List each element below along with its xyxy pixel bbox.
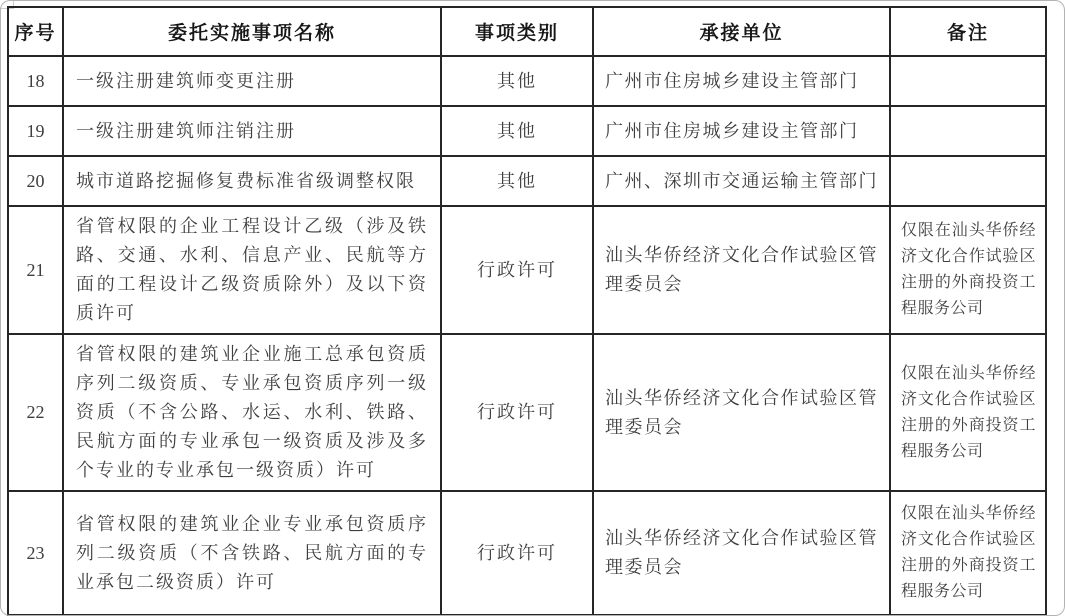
table-row: [8, 334, 1046, 491]
cell-remarks: [890, 156, 1046, 206]
cell-item-category: 其他: [441, 156, 593, 206]
cell-item-category: 行政许可: [441, 491, 593, 615]
cell-item-category: 其他: [441, 106, 593, 156]
column-header-item-name: 委托实施事项名称: [63, 7, 441, 56]
cell-item-name: 城市道路挖掘修复费标准省级调整权限: [63, 156, 441, 206]
cell-item-name: 一级注册建筑师注销注册: [63, 106, 441, 156]
table-row: [8, 206, 1046, 334]
cell-item-name: 省管权限的建筑业企业专业承包资质序列二级资质（不含铁路、民航方面的专业承包二级资质）许可: [63, 491, 441, 615]
column-header-undertaking-unit: 承接单位: [593, 7, 890, 56]
table-row: [8, 491, 1046, 615]
cell-serial-no: 21: [8, 206, 63, 334]
cell-serial-no: 20: [8, 156, 63, 206]
column-header-item-category: 事项类别: [441, 7, 593, 56]
column-header-serial-no: 序号: [8, 7, 63, 56]
cell-undertaking-unit: 汕头华侨经济文化合作试验区管理委员会: [593, 334, 890, 491]
cell-remarks: [890, 106, 1046, 156]
cell-serial-no: 18: [8, 56, 63, 106]
column-header-remarks: 备注: [890, 7, 1046, 56]
cell-serial-no: 23: [8, 491, 63, 615]
cell-undertaking-unit: 汕头华侨经济文化合作试验区管理委员会: [593, 206, 890, 334]
cell-item-name: 省管权限的建筑业企业施工总承包资质序列二级资质、专业承包资质序列一级资质（不含公路、水运、水利、铁路、民航方面的专业承包一级资质及涉及多个专业的专业承包一级资质）许可: [63, 334, 441, 491]
cell-remarks: 仅限在汕头华侨经济文化合作试验区注册的外商投资工程服务公司: [890, 334, 1046, 491]
cell-item-category: 行政许可: [441, 206, 593, 334]
cell-undertaking-unit: 广州市住房城乡建设主管部门: [593, 106, 890, 156]
table-row: [8, 56, 1046, 106]
cell-serial-no: 22: [8, 334, 63, 491]
cell-serial-no: 19: [8, 106, 63, 156]
cell-remarks: 仅限在汕头华侨经济文化合作试验区注册的外商投资工程服务公司: [890, 491, 1046, 615]
cell-remarks: 仅限在汕头华侨经济文化合作试验区注册的外商投资工程服务公司: [890, 206, 1046, 334]
table-header-row: [8, 7, 1046, 56]
table-row: [8, 156, 1046, 206]
cell-undertaking-unit: 广州、深圳市交通运输主管部门: [593, 156, 890, 206]
cell-remarks: [890, 56, 1046, 106]
cell-undertaking-unit: 汕头华侨经济文化合作试验区管理委员会: [593, 491, 890, 615]
cell-item-category: 其他: [441, 56, 593, 106]
delegation-items-table: [7, 6, 1047, 616]
cell-item-category: 行政许可: [441, 334, 593, 491]
cell-undertaking-unit: 广州市住房城乡建设主管部门: [593, 56, 890, 106]
cell-item-name: 一级注册建筑师变更注册: [63, 56, 441, 106]
table-row: [8, 106, 1046, 156]
cell-item-name: 省管权限的企业工程设计乙级（涉及铁路、交通、水利、信息产业、民航等方面的工程设计乙级资质除外）及以下资质许可: [63, 206, 441, 334]
